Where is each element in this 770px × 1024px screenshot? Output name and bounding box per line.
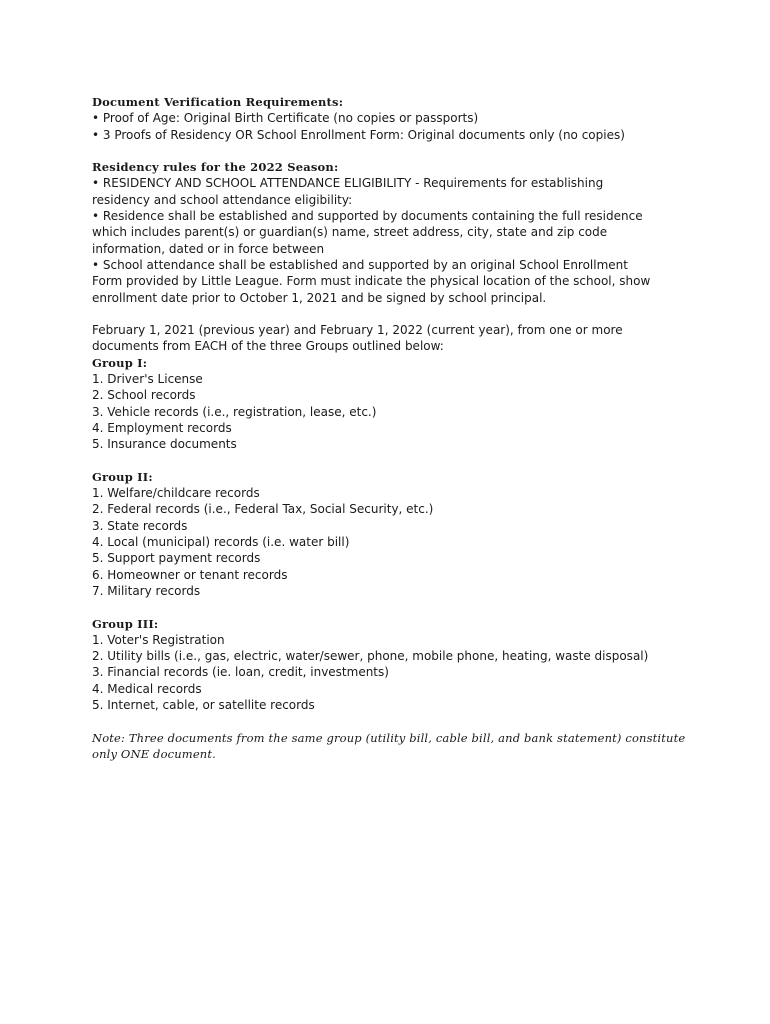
text-line: information, dated or in force between	[92, 241, 325, 256]
group-3-section	[92, 616, 692, 714]
group-2-heading: Group II:	[92, 469, 153, 484]
text-line: documents from EACH of the three Groups outlined below:	[92, 339, 444, 354]
text-line: February 1, 2021 (previous year) and February 1, 2022 (current year), from one or more	[92, 323, 623, 338]
list-item: 3. Vehicle records (i.e., registration, lease, etc.)	[92, 404, 377, 419]
document-page	[92, 94, 692, 762]
note-line: Note: Three documents from the same group (utility bill, cable bill, and bank statement) constitute	[92, 730, 686, 745]
list-item: 3. Financial records (ie. loan, credit, investments)	[92, 665, 389, 680]
list-item: 4. Employment records	[92, 420, 232, 435]
list-item: 5. Insurance documents	[92, 437, 237, 452]
list-item: 4. Local (municipal) records (i.e. water bill)	[92, 535, 350, 550]
list-item: 2. School records	[92, 388, 196, 403]
text-line: enrollment date prior to October 1, 2021 and be signed by school principal.	[92, 290, 547, 305]
list-item: 4. Medical records	[92, 681, 202, 696]
group-1-heading: Group I:	[92, 355, 148, 370]
verification-section	[92, 94, 692, 143]
text-line: residency and school attendance eligibility:	[92, 192, 353, 207]
note-line: only ONE document.	[92, 746, 216, 761]
group-2-section	[92, 469, 692, 599]
list-item: 2. Utility bills (i.e., gas, electric, water/sewer, phone, mobile phone, heating, waste disposal)	[92, 649, 649, 664]
residency-paragraph	[92, 208, 692, 257]
residency-heading: Residency rules for the 2022 Season:	[92, 160, 339, 175]
list-item: 6. Homeowner or tenant records	[92, 567, 288, 582]
group-1-section	[92, 355, 692, 453]
text-line: Form provided by Little League. Form must indicate the physical location of the school, show	[92, 274, 651, 289]
residency-section	[92, 159, 692, 306]
group-3-heading: Group III:	[92, 616, 159, 631]
residency-paragraph	[92, 175, 692, 208]
verification-item: • Proof of Age: Original Birth Certificate (no copies or passports)	[92, 111, 479, 126]
text-line: which includes parent(s) or guardian(s) name, street address, city, state and zip code	[92, 225, 608, 240]
list-item: 1. Voter's Registration	[92, 632, 225, 647]
list-item: 7. Military records	[92, 583, 201, 598]
list-item: 1. Welfare/childcare records	[92, 486, 260, 501]
list-item: 5. Support payment records	[92, 551, 261, 566]
list-item: 3. State records	[92, 518, 188, 533]
residency-paragraph	[92, 257, 692, 306]
verification-item: • 3 Proofs of Residency OR School Enrollment Form: Original documents only (no copies)	[92, 127, 625, 142]
verification-heading: Document Verification Requirements:	[92, 95, 344, 109]
text-line: • School attendance shall be established and supported by an original School Enrollment	[92, 257, 628, 272]
list-item: 1. Driver's License	[92, 372, 203, 387]
text-line: • Residence shall be established and supported by documents containing the full residence	[92, 209, 643, 224]
groups-intro	[92, 322, 692, 355]
list-item: 5. Internet, cable, or satellite records	[92, 697, 315, 712]
text-line: • RESIDENCY AND SCHOOL ATTENDANCE ELIGIBILITY - Requirements for establishing	[92, 176, 604, 191]
note	[92, 730, 692, 763]
list-item: 2. Federal records (i.e., Federal Tax, Social Security, etc.)	[92, 502, 434, 517]
